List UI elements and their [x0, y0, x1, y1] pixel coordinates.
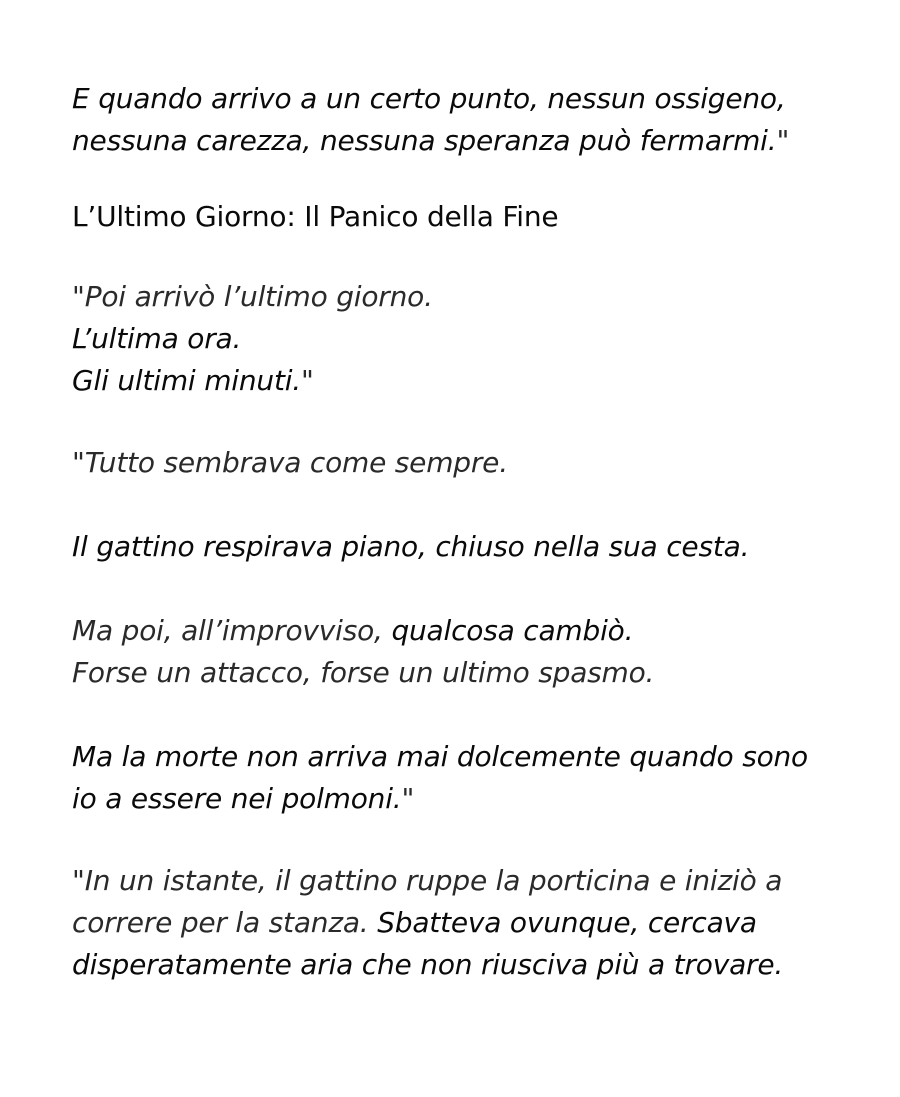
paragraph-2-close-quote: ": [301, 364, 314, 397]
paragraph-2-line-2: L’ultima ora.: [72, 322, 242, 355]
paragraph-5-line-1-bold: qualcosa cambiò.: [391, 614, 634, 647]
paragraph-3: [72, 442, 860, 484]
paragraph-5-line-1-light: Ma poi, all’improvviso,: [72, 614, 392, 647]
paragraph-7-open-quote: ": [72, 864, 85, 897]
paragraph-5-line-2: Forse un attacco, forse un ultimo spasmo.: [72, 656, 655, 689]
paragraph-4-text: Il gattino respirava piano, chiuso nella sua cesta.: [72, 530, 750, 563]
paragraph-6-text: Ma la morte non arriva mai dolcemente quando sono io a essere nei polmoni.: [72, 740, 808, 815]
paragraph-1-close-quote: ": [776, 124, 790, 157]
paragraph-2-open-quote: ": [72, 280, 85, 313]
paragraph-2-line-3: Gli ultimi minuti.: [72, 364, 301, 397]
paragraph-1: [72, 78, 832, 162]
paragraph-2: [72, 276, 860, 402]
paragraph-4: [72, 526, 860, 568]
paragraph-6-close-quote: ": [401, 782, 415, 815]
paragraph-2-line-1: Poi arrivò l’ultimo giorno.: [84, 280, 433, 313]
paragraph-3-open-quote: ": [72, 446, 85, 479]
paragraph-7-text-light: In un istante, il gattino ruppe la porticina e iniziò a correre per la stanza.: [72, 864, 783, 939]
section-heading: L’Ultimo Giorno: Il Panico della Fine: [72, 200, 559, 233]
paragraph-6: [72, 736, 812, 820]
paragraph-7: [72, 860, 842, 986]
paragraph-7-text-bold: Sbatteva ovunque, cercava disperatamente aria che non riusciva più a trovare.: [72, 906, 784, 981]
paragraph-5: [72, 610, 860, 694]
paragraph-3-text: Tutto sembrava come sempre.: [84, 446, 508, 479]
paragraph-1-text: E quando arrivo a un certo punto, nessun ossigeno, nessuna carezza, nessuna speranza può fermarmi.: [72, 82, 786, 157]
